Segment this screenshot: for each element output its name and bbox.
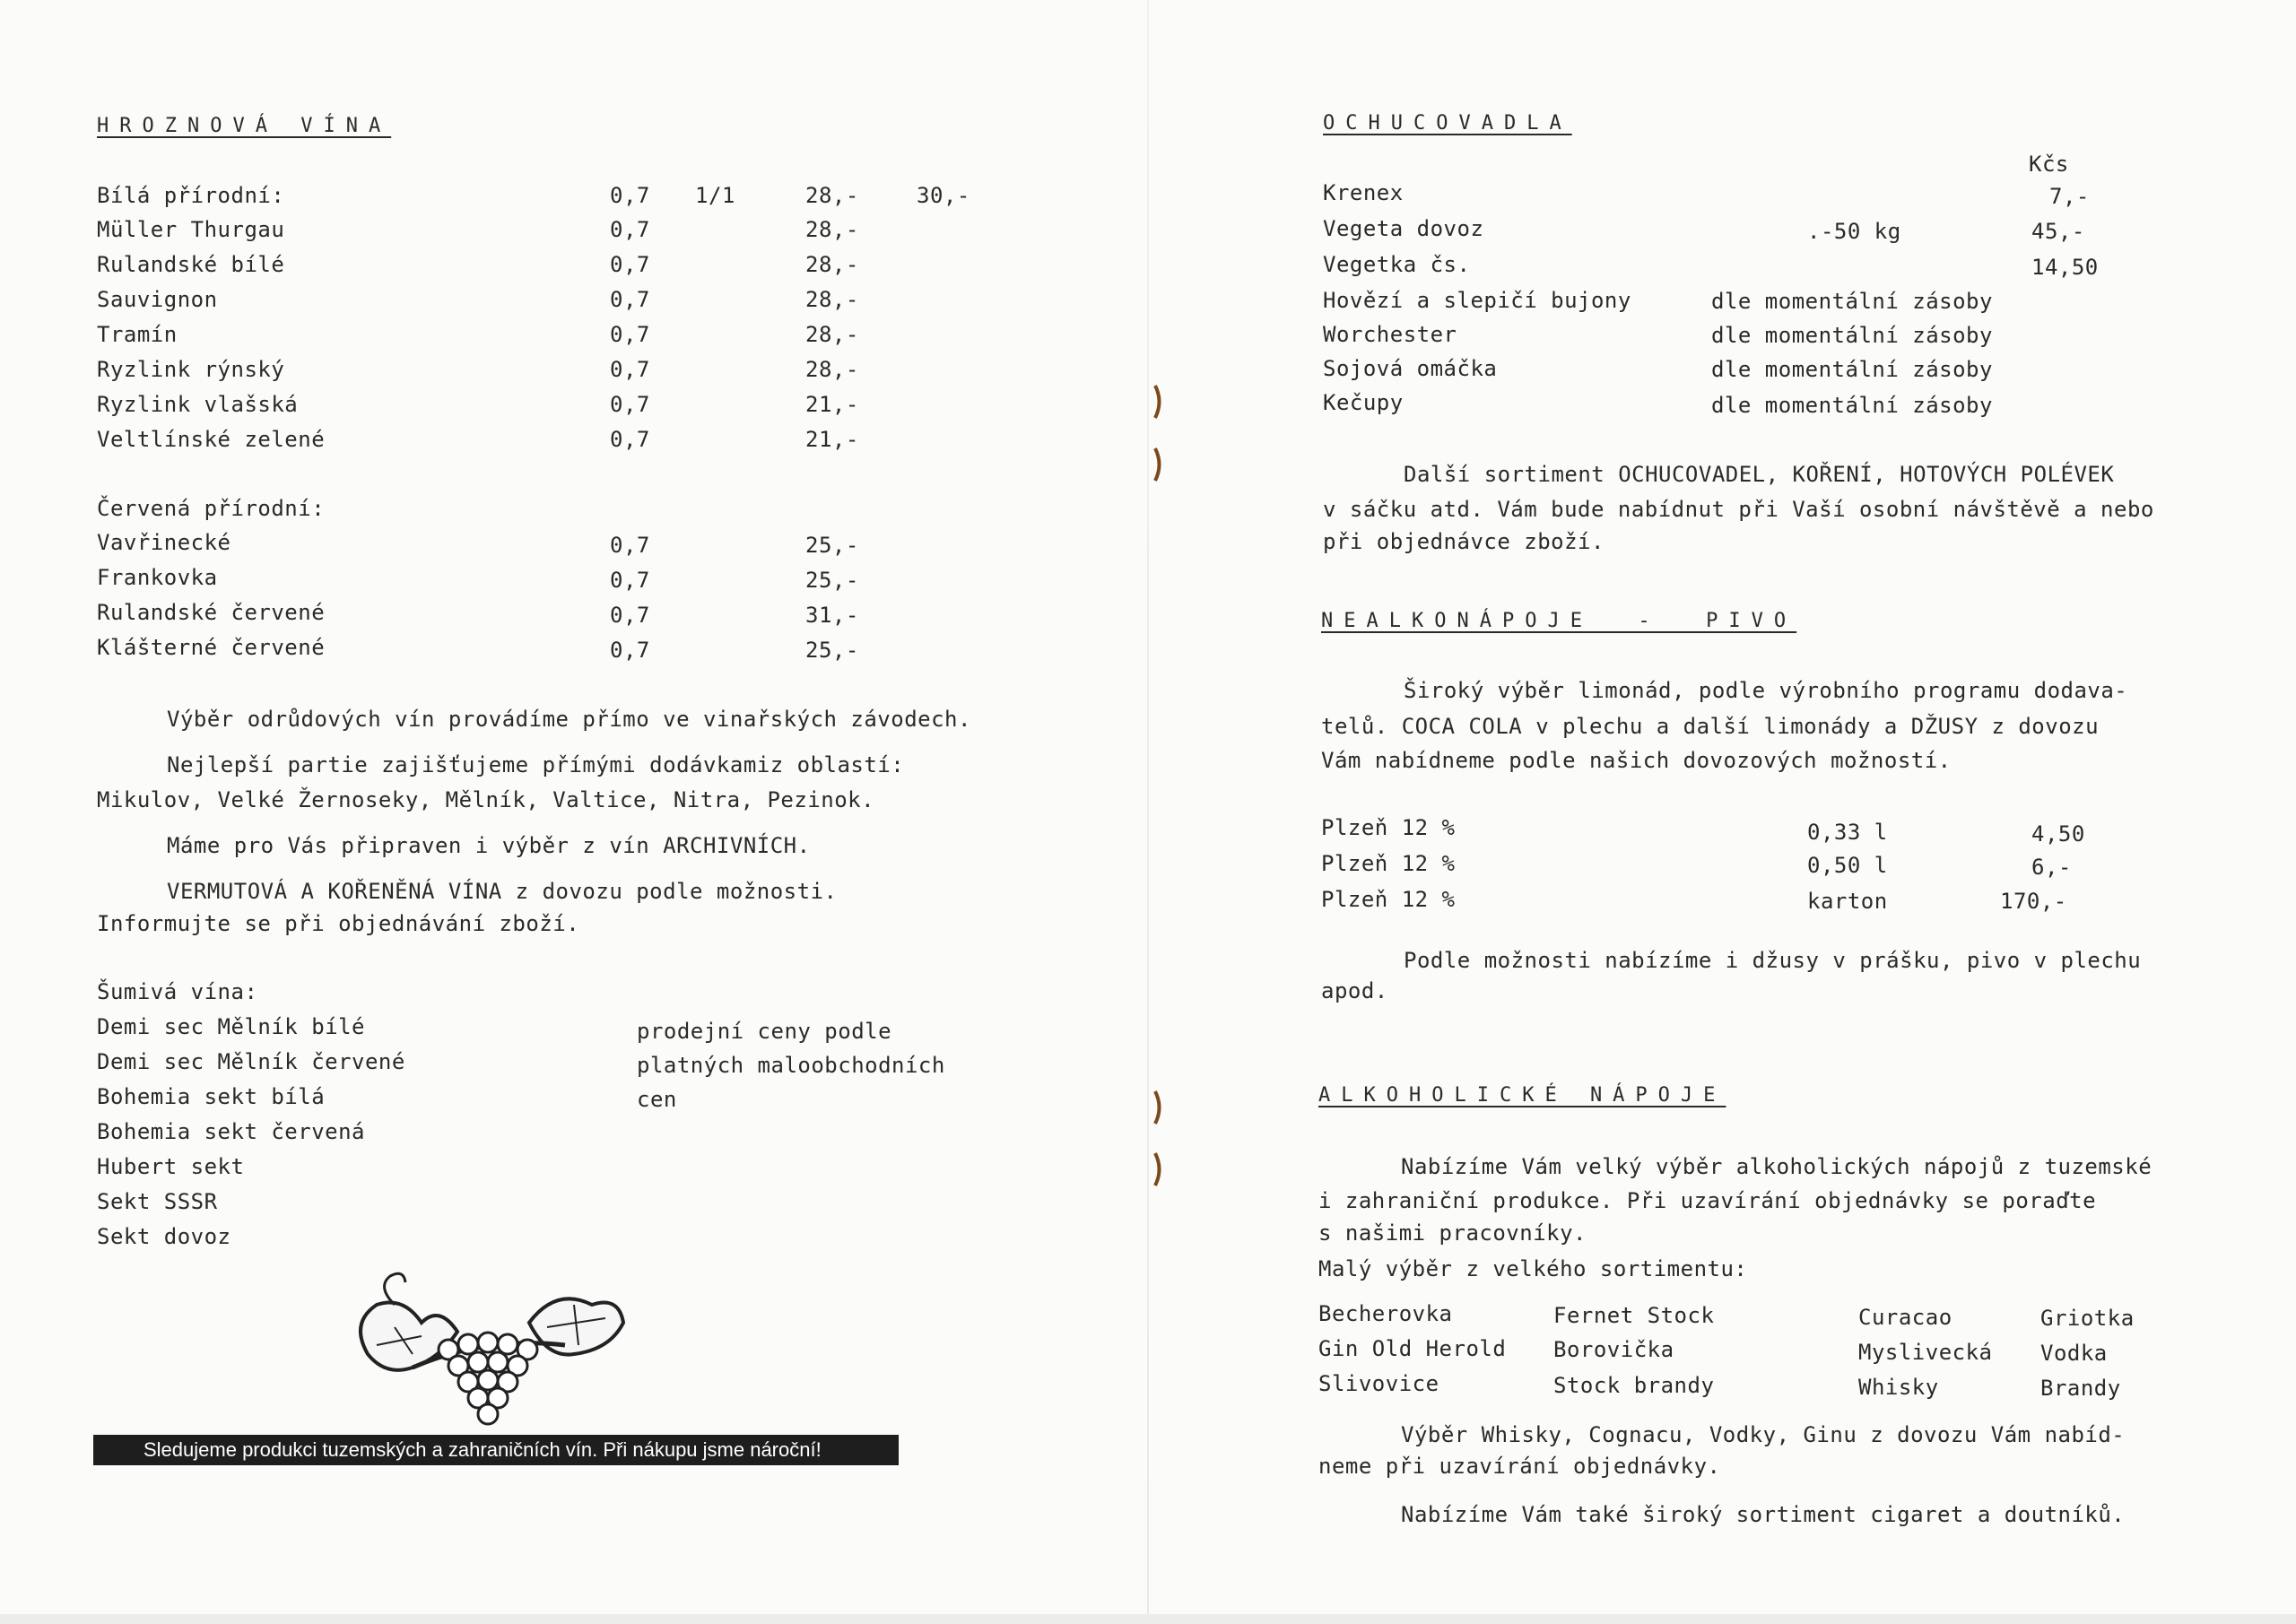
currency-label: Kčs [2029,152,2069,177]
paragraph: Nabízíme Vám velký výběr alkoholických nápojů z tuzemské [1401,1154,2152,1179]
list-item: Rulandské bílé [97,252,285,277]
list-item: Müller Thurgau [97,217,285,242]
grape-vine-icon [341,1269,637,1430]
wine-price: 21,- [805,427,859,452]
wine-volume: 0,7 [610,287,650,312]
spirit-name: Griotka [2040,1306,2135,1331]
wine-price: 25,- [805,568,859,593]
spirit-name: Stock brandy [1553,1373,1715,1398]
alcohol-heading: ALKOHOLICKÉ NÁPOJE [1318,1084,1726,1107]
wine-volume: 0,7 [610,392,650,417]
list-item: Sauvignon [97,287,218,312]
beer-size: 0,50 l [1807,853,1888,878]
wine-price: 28,- [805,287,859,312]
paragraph: Nejlepší partie zajišťujeme přímými dodávkamiz oblastí: [167,752,905,777]
wine-price: 28,- [805,322,859,347]
list-item: Worchester [1323,322,1457,347]
white-header-price: 28,- [805,183,859,208]
list-item: Demi sec Mělník bílé [97,1014,365,1039]
list-item: Sekt SSSR [97,1189,218,1214]
paragraph: Máme pro Vás připraven i výběr z vín ARCHIVNÍCH. [167,833,811,858]
list-item: Kečupy [1323,390,1404,415]
wine-volume: 0,7 [610,322,650,347]
paragraph: Informujte se při objednávání zboží. [97,911,580,936]
wine-price: 31,- [805,603,859,628]
red-wine-header: Červená přírodní: [97,496,326,521]
list-item: Bohemia sekt červená [97,1119,365,1144]
paragraph: apod. [1321,978,1388,1003]
wine-volume: 0,7 [610,427,650,452]
wine-price: 25,- [805,533,859,558]
list-item: Veltlínské zelené [97,427,326,452]
paragraph: při objednávce zboží. [1323,529,1605,554]
condiment-note: .-50 kg [1807,219,1901,244]
paragraph: Malý výběr z velkého sortimentu: [1318,1256,1748,1281]
spirit-name: Borovička [1553,1337,1674,1362]
white-header-vol: 0,7 [610,183,650,208]
paragraph: Mikulov, Velké Žernoseky, Mělník, Valtice, Nitra, Pezinok. [97,787,875,812]
condiment-price: 7,- [2049,184,2090,209]
list-item: Vegeta dovoz [1323,216,1484,241]
list-item: Vegetka čs. [1323,252,1471,277]
list-item: Bohemia sekt bílá [97,1084,326,1109]
condiment-note: dle momentální zásoby [1711,289,1993,314]
wine-price: 28,- [805,217,859,242]
wine-volume: 0,7 [610,217,650,242]
list-item: Plzeň 12 % [1321,887,1456,912]
paragraph: telů. COCA COLA v plechu a další limonády a DŽUSY z dovozu [1321,714,2100,739]
paragraph: i zahraniční produkce. Při uzavírání objednávky se poraďte [1318,1188,2097,1213]
paragraph: v sáčku atd. Vám bude nabídnut při Vaší osobní návštěvě a nebo [1323,497,2154,522]
spirit-name: Myslivecká [1858,1340,1993,1365]
list-item: Klášterné červené [97,635,326,660]
condiment-price: 14,50 [2031,255,2099,280]
scan-edge [0,1614,2296,1624]
spirit-name: Slivovice [1318,1371,1439,1396]
condiment-note: dle momentální zásoby [1711,357,1993,382]
wine-price: 25,- [805,638,859,663]
paragraph: Výběr odrůdových vín provádíme přímo ve vinařských závodech. [167,707,971,732]
wine-price: 28,- [805,357,859,382]
paragraph: Široký výběr limonád, podle výrobního programu dodava- [1404,678,2128,703]
beer-size: karton [1807,889,1888,914]
wine-volume: 0,7 [610,533,650,558]
paragraph: Výběr Whisky, Cognacu, Vodky, Ginu z dovozu Vám nabíd- [1401,1422,2126,1447]
soft-drinks-heading: NEALKONÁPOJE - PIVO [1321,610,1797,632]
spirit-name: Brandy [2040,1376,2121,1401]
paragraph: Nabízíme Vám také široký sortiment cigaret a doutníků. [1401,1502,2126,1527]
list-item: Vavřinecké [97,530,231,555]
wine-price: 21,- [805,392,859,417]
list-item: Hubert sekt [97,1154,245,1179]
list-item: Sojová omáčka [1323,356,1498,381]
list-item: Frankovka [97,565,218,590]
sparkling-header: Šumivá vína: [97,979,258,1004]
white-header-size: 1/1 [695,183,735,208]
beer-price: 170,- [2000,889,2067,914]
wine-heading: HROZNOVÁ VÍNA [97,115,392,137]
slogan-banner: Sledujeme produkci tuzemských a zahraničních vín. Při nákupu jsme nároční! [93,1435,899,1465]
paragraph: neme při uzavírání objednávky. [1318,1454,1721,1479]
wine-price: 28,- [805,252,859,277]
white-wine-header: Bílá přírodní: [97,183,285,208]
list-item: Ryzlink rýnský [97,357,285,382]
condiment-note: dle momentální zásoby [1711,323,1993,348]
spirit-name: Gin Old Herold [1318,1336,1507,1361]
list-item: Demi sec Mělník červené [97,1049,405,1074]
list-item: Hovězí a slepičí bujony [1323,288,1631,313]
beer-price: 6,- [2031,855,2072,880]
paragraph: Podle možnosti nabízíme i džusy v prášku, pivo v plechu [1404,948,2142,973]
paragraph: Další sortiment OCHUCOVADEL, KOŘENÍ, HOTOVÝCH POLÉVEK [1404,462,2115,487]
list-item: Tramín [97,322,178,347]
spirit-name: Vodka [2040,1341,2108,1366]
spirit-name: Whisky [1858,1375,1939,1400]
price-note: platných maloobchodních [637,1053,945,1078]
white-header-price2: 30,- [917,183,970,208]
condiment-price: 45,- [2031,219,2085,244]
list-item: Ryzlink vlašská [97,392,299,417]
beer-price: 4,50 [2031,821,2085,847]
wine-volume: 0,7 [610,568,650,593]
wine-volume: 0,7 [610,638,650,663]
condiment-note: dle momentální zásoby [1711,393,1993,418]
condiments-heading: OCHUCOVADLA [1323,112,1572,135]
price-note: prodejní ceny podle [637,1019,892,1044]
spirit-name: Becherovka [1318,1301,1453,1326]
right-page [1148,0,2296,1624]
wine-volume: 0,7 [610,603,650,628]
list-item: Krenex [1323,180,1404,205]
list-item: Plzeň 12 % [1321,851,1456,876]
list-item: Rulandské červené [97,600,326,625]
wine-volume: 0,7 [610,357,650,382]
spirit-name: Fernet Stock [1553,1303,1715,1328]
wine-volume: 0,7 [610,252,650,277]
price-note: cen [637,1087,677,1112]
paragraph: s našimi pracovníky. [1318,1220,1587,1246]
paragraph: Vám nabídneme podle našich dovozových možností. [1321,748,1952,773]
beer-size: 0,33 l [1807,820,1888,845]
spirit-name: Curacao [1858,1305,1952,1330]
list-item: Sekt dovoz [97,1224,231,1249]
paragraph: VERMUTOVÁ A KOŘENĚNÁ VÍNA z dovozu podle možnosti. [167,879,838,904]
list-item: Plzeň 12 % [1321,815,1456,840]
